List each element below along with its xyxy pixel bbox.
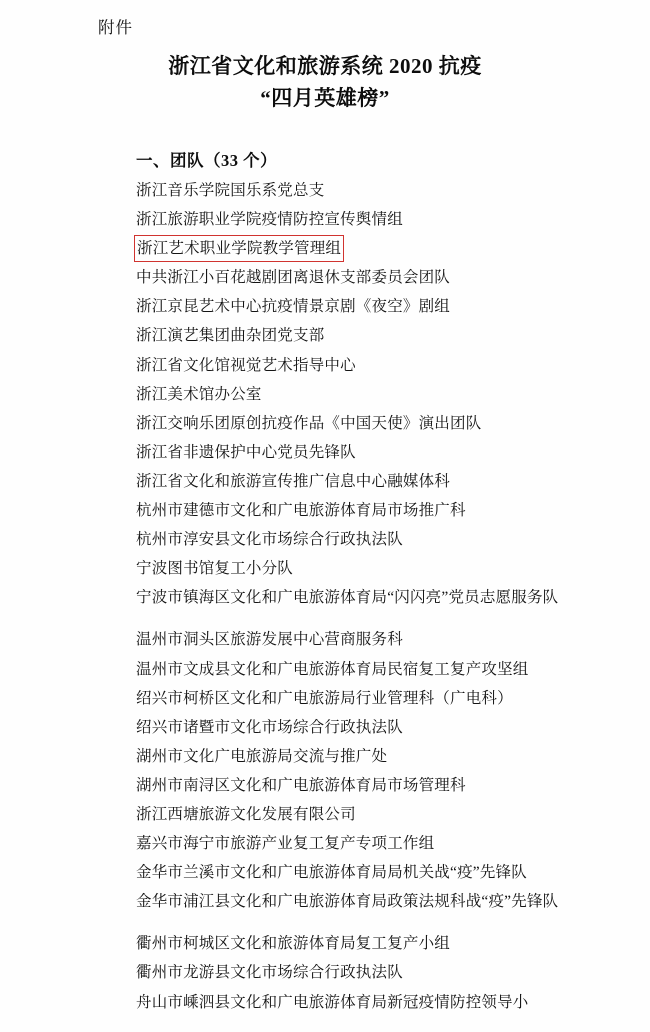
list-item: 温州市洞头区旅游发展中心营商服务科 xyxy=(136,631,403,649)
paragraph-gap xyxy=(136,612,606,625)
list-item: 舟山市嵊泗县文化和广电旅游体育局新冠疫情防控领导小 xyxy=(136,993,529,1011)
list-item: 浙江演艺集团曲杂团党支部 xyxy=(136,327,325,345)
list-item: 浙江省文化和旅游宣传推广信息中心融媒体科 xyxy=(136,472,451,490)
list-item: 杭州市建德市文化和广电旅游体育局市场推广科 xyxy=(136,502,466,520)
list-item: 金华市兰溪市文化和广电旅游体育局局机关战“疫”先锋队 xyxy=(136,864,527,882)
list-item: 中共浙江小百花越剧团离退休支部委员会团队 xyxy=(136,269,451,287)
page-title-line-1: 浙江省文化和旅游系统 2020 抗疫 xyxy=(168,54,482,78)
list-item-highlighted[interactable]: 浙江艺术职业学院教学管理组 xyxy=(134,235,344,262)
list-item: 浙江省文化馆视觉艺术指导中心 xyxy=(136,356,356,374)
list-item: 湖州市南浔区文化和广电旅游体育局市场管理科 xyxy=(136,776,466,794)
attachment-label: 附件 xyxy=(98,18,133,37)
list-item: 金华市浦江县文化和广电旅游体育局政策法规科战“疫”先锋队 xyxy=(136,893,559,911)
list-item: 温州市文成县文化和广电旅游体育局民宿复工复产攻坚组 xyxy=(136,660,529,678)
list-item: 浙江音乐学院国乐系党总支 xyxy=(136,182,325,199)
list-item: 浙江京昆艺术中心抗疫情景京剧《夜空》剧组 xyxy=(136,298,451,316)
list-item: 衢州市柯城区文化和旅游体育局复工复产小组 xyxy=(136,935,451,953)
page-title-line-2: “四月英雄榜” xyxy=(260,86,390,110)
list-item: 浙江交响乐团原创抗疫作品《中国天使》演出团队 xyxy=(136,414,482,432)
paragraph-gap xyxy=(136,916,606,929)
list-item: 宁波市镇海区文化和广电旅游体育局“闪闪亮”党员志愿服务队 xyxy=(136,589,559,607)
team-list xyxy=(136,176,606,1017)
list-item: 浙江美术馆办公室 xyxy=(136,385,262,403)
list-item: 杭州市淳安县文化市场综合行政执法队 xyxy=(136,531,403,549)
list-item: 浙江旅游职业学院疫情防控宣传舆情组 xyxy=(136,211,403,229)
list-item: 浙江西塘旅游文化发展有限公司 xyxy=(136,805,356,823)
list-item-row xyxy=(136,234,606,263)
list-item: 绍兴市诸暨市文化市场综合行政执法队 xyxy=(136,718,403,736)
list-item: 宁波图书馆复工小分队 xyxy=(136,560,294,578)
list-item: 湖州市文化广电旅游局交流与推广处 xyxy=(136,747,388,765)
list-item: 浙江省非遗保护中心党员先锋队 xyxy=(136,443,356,461)
list-item: 衢州市龙游县文化市场综合行政执法队 xyxy=(136,964,403,982)
page-title xyxy=(0,50,650,114)
list-item: 嘉兴市海宁市旅游产业复工复产专项工作组 xyxy=(136,835,435,853)
section-heading-teams: 一、团队（33 个） xyxy=(136,151,278,170)
list-item: 绍兴市柯桥区文化和广电旅游局行业管理科（广电科） xyxy=(136,689,513,707)
